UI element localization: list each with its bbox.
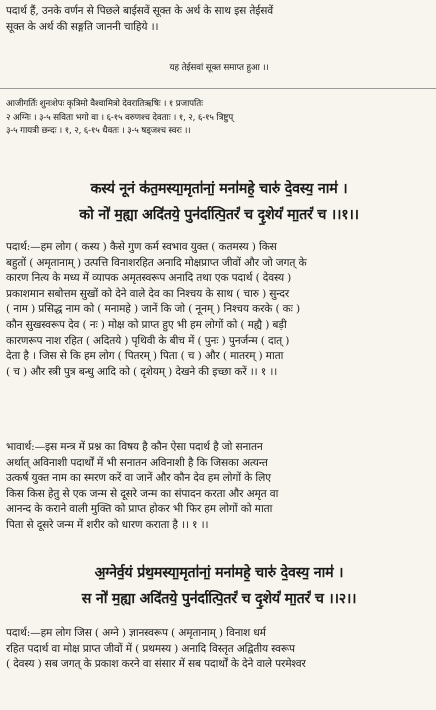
- padartha-line: रहित पदार्थ वा मोक्ष प्राप्त जीवों में ( प्रथमस्य ) अनादि विस्तृत अद्वितीय स्वरूप: [6, 642, 295, 655]
- padartha-line: कौन सुखस्वरूप देव ( नः ) मोक्ष को प्राप्त हुए भी हम लोगों को ( मह्यै ) बड़ी: [6, 318, 287, 331]
- padartha-line: प्रकाशमान सबोत्तम सुखों को देने वाले देव का निश्चय के साथ ( चारु ) सुन्दर: [6, 287, 290, 300]
- anukramani-line: ३-५ गायत्री छन्दः । १, २, ६-१५ धैवतः । ३-५ षड्जश्च स्वरः ।।: [6, 126, 191, 137]
- padartha-line: ( च ) और स्त्री पुत्र बन्धु आदि को ( दृशेयम् ) देखने की इच्छा करें ।। १ ।।: [6, 365, 278, 378]
- bhavartha-line: उत्कर्ष युक्त नाम का स्मरण करें वा जानें और कौन देव हम लोगों के लिए: [6, 472, 271, 485]
- divider: [0, 88, 436, 89]
- padartha-line: पदार्थ:—हम लोग जिस ( अग्ने ) ज्ञानस्वरूप ( अमृतानाम् ) विनाश धर्म: [6, 627, 266, 639]
- padartha-1: [6, 240, 432, 380]
- intro-line: सूक्त के अर्थ की सङ्गति जाननी चाहिये ।।: [6, 20, 159, 33]
- padartha-line: देता है । जिस से कि हम लोग ( पितरम् ) पिता ( च ) और ( मातरम् ) माता: [6, 350, 284, 363]
- padartha-line: ( नाम ) प्रसिद्ध नाम को ( मनामहे ) जानें कि जो ( नूनम् ) निश्चय करके ( कः ): [6, 303, 300, 316]
- bhavartha-line: किस किस हेतु से एक जन्म से दूसरे जन्म का संपादन करता और अमृत वा: [6, 487, 279, 500]
- bhavartha-1: [6, 440, 432, 534]
- mantra-line: को नो॑ म॒ह्या अदि॑तये॒ पुन॑र्दात्पि॒तरं॑ च दृ॒शेयं॑ मा॒तरं॑ च ।।१।।: [79, 207, 359, 223]
- padartha-line: पदार्थ:—हम लोग ( कस्य ) कैसे गुण कर्म स्वभाव युक्त ( कतमस्य ) किस: [6, 241, 277, 253]
- padartha-line: कारण नित्य के मध्य में व्यापक अमृतस्वरूप अनादि तथा एक पदार्थ ( देवस्य ): [6, 272, 292, 285]
- mantra-line: अ॒ग्नेर्व॒यं प्र॑थ॒मस्या॒मृता॑नां॒ मना॑महे॒ चारु॑ दे॒वस्य॒ नाम॑ ।: [94, 565, 344, 581]
- anukramani-block: [6, 98, 432, 139]
- closing-note-text: यह तेईसवां सूक्त समाप्त हुआ ।।: [169, 63, 269, 73]
- mantra-line: स नो॑ म॒ह्या अदि॑तये॒ पुन॑र्दात्पि॒तरं॑ च दृ॒शेयं॑ मा॒तरं॑ च ।।२।।: [81, 591, 357, 607]
- anukramani-line: आजीगर्तिः शुनःशेपः कृत्रिमो वैश्वामित्रो देवरातिऋषिः । १ प्रजापतिः: [6, 99, 203, 109]
- anukramani-line: २ अग्निः । ३-५ सविता भगो वा । ६-१५ वरुणश्च देवताः । १, २, ६-१५ त्रिष्टुप्: [6, 112, 234, 123]
- mantra-line: कस्य॑ नूनं क॑त॒मस्या॒मृता॑नां॒ मना॑महे॒ चारु॑ दे॒वस्य॒ नाम॑ ।: [90, 181, 348, 197]
- mantra-1: [6, 176, 432, 228]
- mantra-2: [6, 560, 432, 612]
- bhavartha-line: अर्थात् अविनाशी पदार्थों में भी सनातन अविनाशी है कि जिसका अत्यन्त: [6, 456, 268, 469]
- closing-note: [6, 62, 432, 76]
- intro-paragraph: [6, 4, 432, 35]
- padartha-line: कारणरूप नाश रहित ( अदितये ) पृथिवी के बीच में ( पुनः ) पुनर्जन्म ( दात् ): [6, 334, 290, 347]
- padartha-line: बहुतों ( अमृतानाम् ) उत्पत्ति विनाशरहित अनादि मोक्षप्राप्त जीवों और जो जगत् के: [6, 256, 307, 269]
- intro-line: पदार्थ हैं, उनके वर्णन से पिछले बाईसवें सूक्त के अर्थ के साथ इस तेईसवें: [6, 5, 274, 17]
- padartha-line: ( देवस्य ) सब जगत् के प्रकाश करने वा संसार में सब पदार्थों के देने वाले परमेश्वर: [6, 658, 306, 671]
- bhavartha-line: भावार्थ:—इस मन्त्र में प्रश्न का विषय है कौन ऐसा पदार्थ है जो सनातन: [6, 441, 263, 453]
- padartha-2: [6, 626, 432, 673]
- bhavartha-line: पिता से दूसरे जन्म में शरीर को धारण कराता है ।। १ ।।: [6, 518, 209, 531]
- bhavartha-line: आनन्द के कराने वाली मुक्ति को प्राप्त होकर भी फिर हम लोगों को माता: [6, 503, 273, 516]
